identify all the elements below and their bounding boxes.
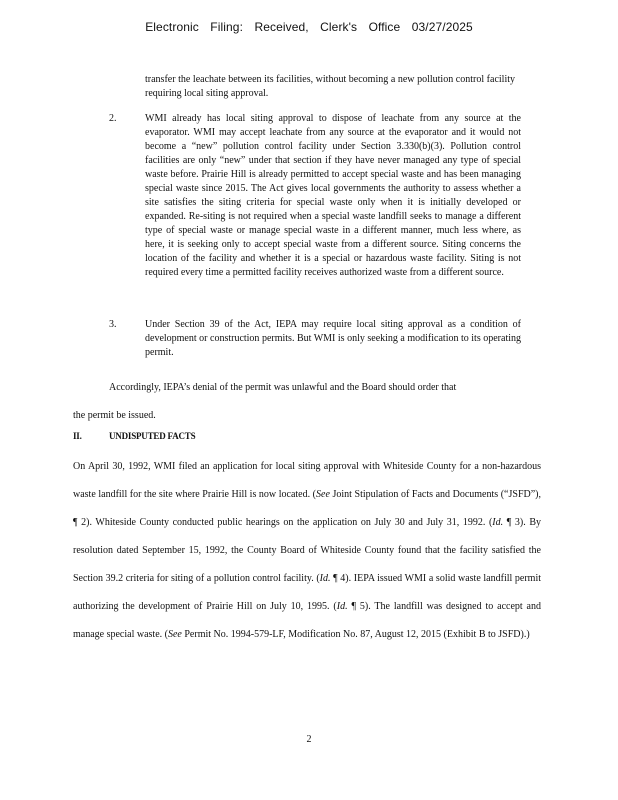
id-signal: Id. (336, 601, 348, 612)
accordingly-line-1: Accordingly, IEPA’s denial of the permit was unlawful and the Board should order that (109, 382, 457, 393)
item-number: 2. (109, 113, 117, 124)
continued-paragraph-text: transfer the leachate between its facilities, without becoming a new pollution control facility requiring local siting approval. (145, 74, 515, 99)
facts-text (73, 453, 541, 649)
undisputed-facts-paragraph (73, 453, 541, 649)
accordingly-paragraph (73, 374, 523, 430)
id-signal: Id. (492, 517, 504, 528)
facts-sentence-6: Permit No. 1994-579-LF, Modification No. 87, August 12, 2015 (Exhibit B to JSFD).) (181, 629, 530, 640)
see-signal: See (316, 489, 330, 500)
section-title: UNDISPUTED FACTS (109, 431, 196, 441)
facts-sentence-4: ¶ 4). IEPA issued WMI a solid waste landfill permit authorizing the development of Prairie Hill on July 10, 1995. ( (73, 573, 542, 612)
item-number: 3. (109, 319, 117, 330)
facts-sentence-1: On April 30, 1992, WMI filed an application for local siting approval with Whiteside County for a non-hazardous waste landfill for the site where Prairie Hill is now located. ( (73, 461, 541, 500)
item-text: WMI already has local siting approval to dispose of leachate from any source at the evaporator. WMI may accept leachate from any source at the evaporator and it would not become a “new” pollution control facility under Section 3.330(b)(3). Pollution control facilities are only “new” under that section if they have never managed any type of special waste before. Prairie Hill is already permitted to accept special waste and has been managing special waste since 2015. The Act gives local governments the authority to assess whether a site satisfies the siting criteria for special waste only when it is initially developed or expanded. Re-siting is not required when a special waste landfill seeks to manage a different type of special waste or manage special waste in a different manner, much less where, as here, it is seeking only to accept special waste from a different source. Siting concerns the location of the facility and whether it is a special or hazardous waste facility. Siting is not required every time a permitted facility receives authorized waste from a different source. (145, 113, 521, 278)
facts-sentence-3: ¶ 3). By resolution dated September 15, 1992, the County Board of Whiteside County found that the facility satisfied the Section 39.2 criteria for siting of a pollution control facility. ( (73, 517, 542, 584)
page-number: 2 (306, 734, 312, 745)
item-text: Under Section 39 of the Act, IEPA may require local siting approval as a condition of development or construction permits. But WMI is only seeking a modification to its operating permit. (145, 319, 521, 358)
section-heading (73, 431, 195, 441)
id-signal: Id. (319, 573, 331, 584)
see-signal: See (167, 629, 182, 640)
numbered-item-3 (109, 318, 529, 368)
electronic-filing-header: Electronic Filing: Received, Clerk's Office 03/27/2025 (145, 20, 473, 34)
accordingly-line-2: the permit be issued. (73, 410, 156, 421)
facts-sentence-5: ¶ 5). The landfill was designed to accept and manage special waste. ( (73, 601, 541, 640)
numbered-item-2 (109, 112, 529, 312)
facts-sentence-2: Joint Stipulation of Facts and Documents (“JSFD”), ¶ 2). Whiteside County conducted public hearings on the application on July 30 and July 31, 1992. ( (73, 489, 541, 528)
continued-paragraph (145, 73, 515, 101)
section-number: II. (73, 431, 82, 441)
